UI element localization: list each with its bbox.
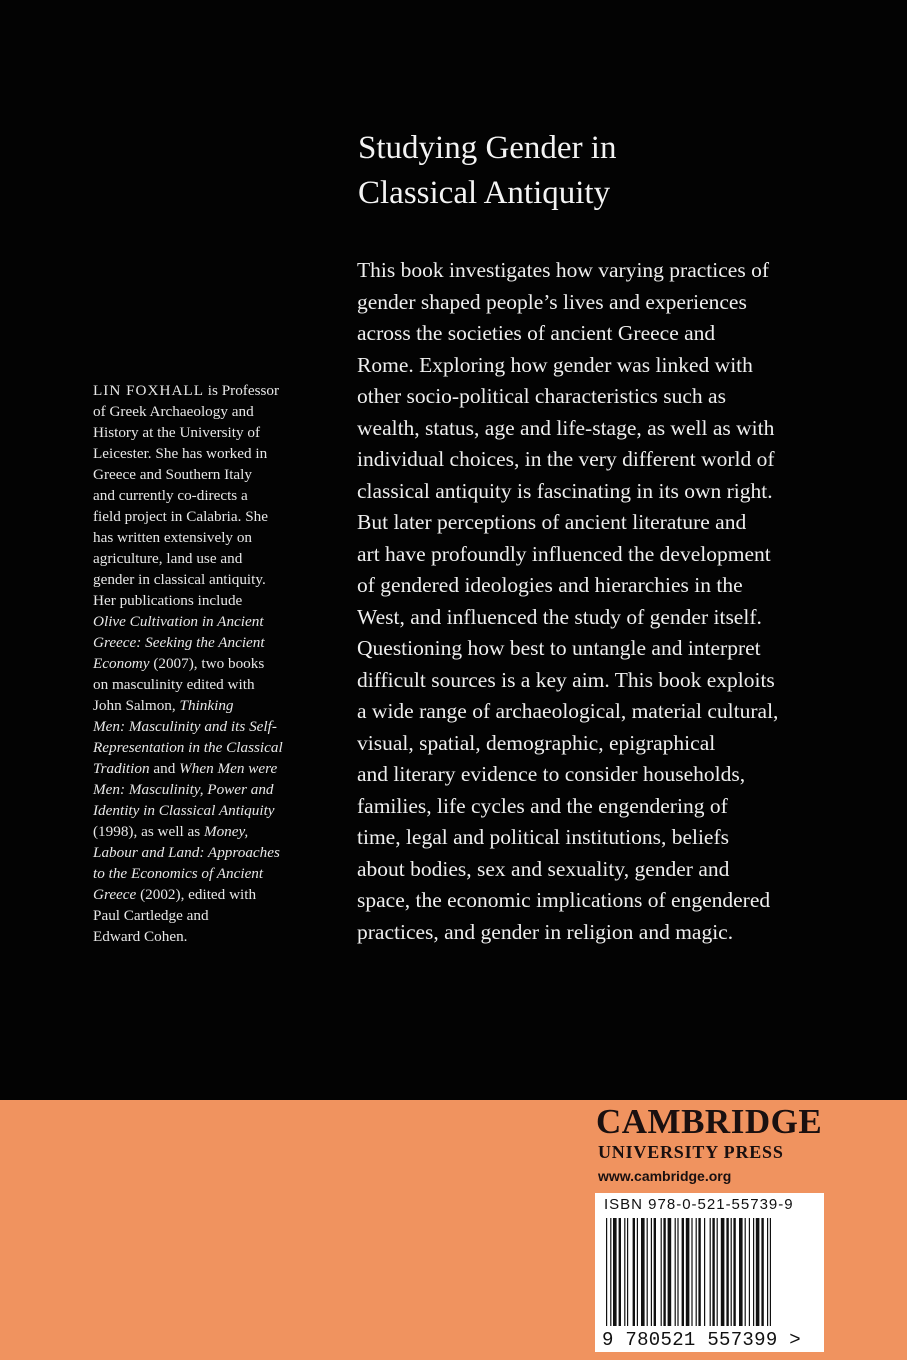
bio-line: Edward Cohen.: [93, 928, 188, 945]
description-line: wealth, status, age and life-stage, as well as with: [357, 415, 775, 440]
bio-line: [93, 821, 323, 842]
description-line: difficult sources is a key aim. This book exploits: [357, 667, 775, 692]
book-title: [358, 126, 878, 216]
book-title-ref: Greece: Seeking the Ancient: [93, 634, 265, 651]
description-line: and literary evidence to consider households,: [357, 762, 746, 786]
publisher-logo: CAMBRIDGE: [596, 1102, 823, 1141]
description-line: time, legal and political institutions, beliefs: [357, 825, 729, 849]
description-line: families, life cycles and the engendering of: [357, 793, 728, 818]
book-title-ref: Men: Masculinity, Power and: [93, 781, 274, 798]
description-line: classical antiquity is fascinating in its own right.: [357, 478, 773, 503]
description-line: gender shaped people’s lives and experiences: [357, 289, 747, 314]
bio-line: Leicester. She has worked in: [93, 445, 268, 462]
bio-text: (2007), two books: [149, 655, 265, 672]
bio-line: [93, 653, 323, 674]
bio-line: [93, 842, 323, 863]
book-title-ref: to the Economics of Ancient: [93, 865, 264, 882]
bio-line: on masculinity edited with: [93, 676, 255, 693]
bio-line: Paul Cartledge and: [93, 907, 209, 924]
book-title-ref: Identity in Classical Antiquity: [93, 802, 275, 819]
publisher-subtitle: UNIVERSITY PRESS: [598, 1142, 784, 1162]
description-line: of gendered ideologies and hierarchies in the: [357, 573, 743, 597]
description-line: space, the economic implications of engendered: [357, 888, 771, 912]
bio-line: History at the University of: [93, 424, 261, 441]
isbn-label: ISBN 978-0-521-55739-9: [604, 1196, 794, 1213]
book-title-ref: When Men were: [179, 760, 278, 777]
description-line: But later perceptions of ancient literature and: [357, 510, 747, 534]
description-line: other socio-political characteristics such as: [357, 384, 726, 408]
title-line: Studying Gender in: [358, 130, 617, 166]
description-line: across the societies of ancient Greece and: [357, 321, 716, 345]
bio-line: [93, 758, 323, 779]
bio-line: [93, 884, 323, 905]
bio-line: [93, 611, 323, 632]
bio-line: [93, 779, 323, 800]
description-line: a wide range of archaeological, material cultural,: [357, 699, 779, 723]
bio-line: [93, 632, 323, 653]
bio-line: field project in Calabria. She: [93, 508, 269, 525]
author-name: LIN FOXHALL: [93, 382, 204, 399]
publisher-url: www.cambridge.org: [598, 1168, 732, 1184]
barcode-digits: 9 780521 557399 >: [602, 1329, 801, 1351]
title-line: Classical Antiquity: [358, 175, 611, 211]
bio-line: Her publications include: [93, 592, 243, 609]
book-title-ref: Representation in the Classical: [93, 739, 283, 756]
bio-text: is Professor: [203, 382, 280, 399]
description-line: about bodies, sex and sexuality, gender and: [357, 856, 730, 881]
bio-line: [93, 380, 323, 401]
author-bio: [93, 380, 323, 947]
description-line: West, and influenced the study of gender itself.: [357, 604, 762, 629]
bio-line: agriculture, land use and: [93, 550, 243, 567]
bio-line: of Greek Archaeology and: [93, 403, 254, 420]
bio-line: [93, 716, 323, 737]
bio-text: and: [149, 760, 180, 777]
description-line: Rome. Exploring how gender was linked with: [357, 352, 753, 377]
bio-line: [93, 800, 323, 821]
description-line: individual choices, in the very different world of: [357, 447, 775, 471]
book-title-ref: Economy: [93, 655, 150, 672]
book-title-ref: Labour and Land: Approaches: [93, 844, 280, 861]
book-title-ref: Men: Masculinity and its Self-: [93, 718, 277, 735]
book-title-ref: Money,: [203, 823, 249, 840]
bio-text: (1998), as well as: [93, 823, 204, 840]
barcode-icon: [600, 1218, 818, 1328]
bio-text: John Salmon,: [93, 697, 180, 714]
bio-line: [93, 737, 323, 758]
bio-line: gender in classical antiquity.: [93, 571, 266, 588]
book-title-ref: Greece: [93, 886, 137, 903]
bio-text: (2002), edited with: [136, 886, 257, 903]
description-line: art have profoundly influenced the development: [357, 541, 771, 566]
description-line: Questioning how best to untangle and interpret: [357, 636, 761, 660]
book-title-ref: Thinking: [179, 697, 234, 714]
bio-line: [93, 695, 323, 716]
description-line: practices, and gender in religion and magic.: [357, 919, 734, 944]
bio-line: Greece and Southern Italy: [93, 466, 252, 483]
bio-line: has written extensively on: [93, 529, 253, 546]
description-line: visual, spatial, demographic, epigraphical: [357, 730, 716, 755]
description-line: This book investigates how varying practices of: [357, 258, 769, 282]
book-description: [357, 255, 877, 948]
book-title-ref: Olive Cultivation in Ancient: [93, 613, 264, 630]
bio-line: and currently co-directs a: [93, 487, 248, 504]
bio-line: [93, 863, 323, 884]
book-title-ref: Tradition: [93, 760, 150, 777]
